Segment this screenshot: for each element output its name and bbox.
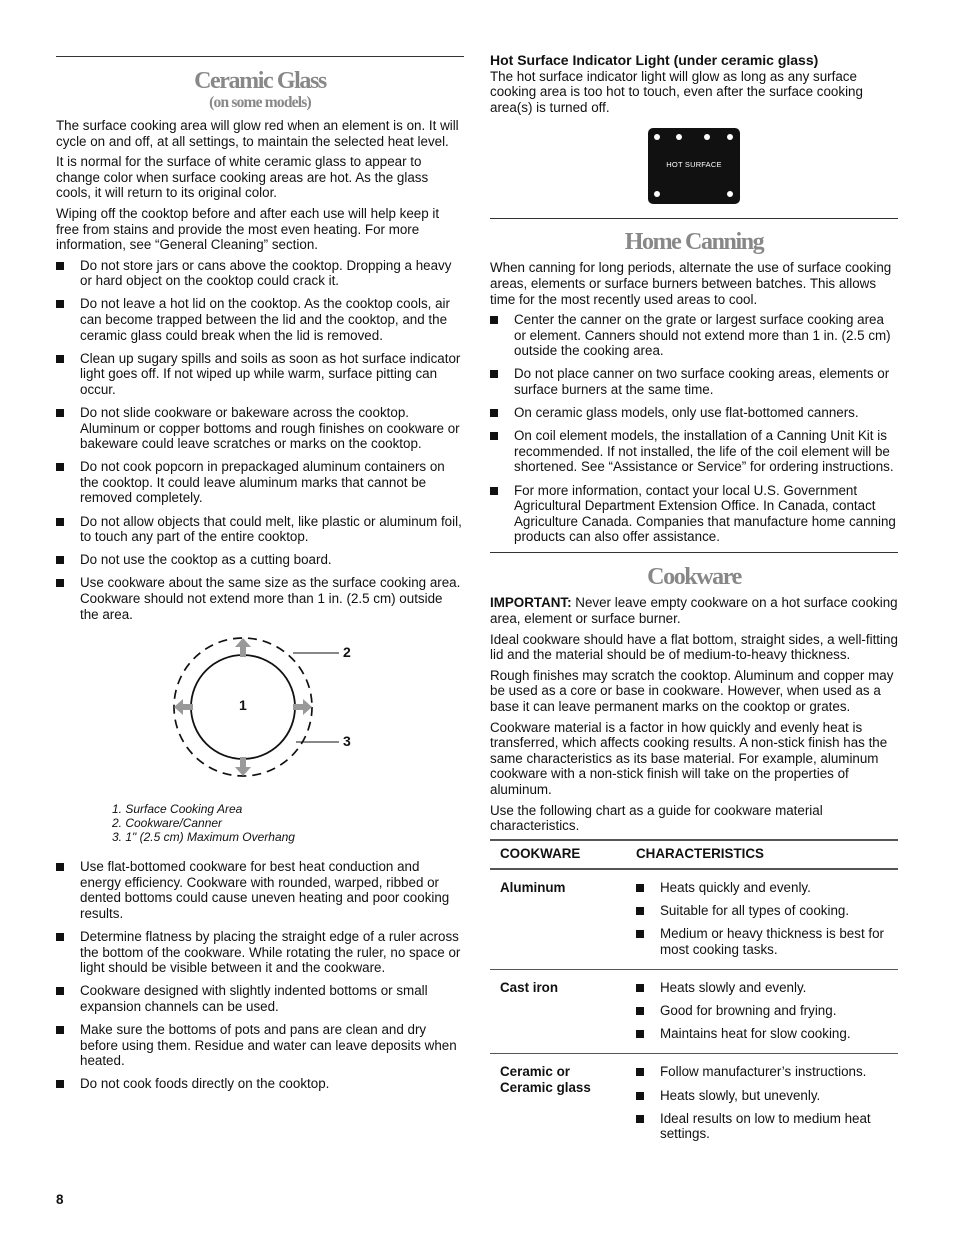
cookware-characteristics-table — [490, 839, 898, 1154]
list-item: Center the canner on the grate or largest surface cooking area or element. Canners should not extend more than 1 in. (2.5 cm) outside the cooking area. — [490, 312, 898, 359]
list-item: Heats quickly and evenly. — [636, 880, 888, 896]
hot-surface-paragraph: The hot surface indicator light will glow as long as any surface cooking area is too hot to touch, even after the surface cooking area(s) is turned off. — [490, 68, 863, 115]
list-item: Do not allow objects that could melt, like plastic or aluminum foil, to touch any part of the entire cooktop. — [56, 514, 464, 545]
hot-surface-label: HOT SURFACE — [666, 160, 722, 170]
table-header-row — [490, 840, 898, 870]
cookware-material: Cast iron — [500, 980, 559, 996]
home-canning-title: Home Canning — [624, 229, 764, 256]
cookware-characteristics — [626, 970, 898, 1054]
cookware-characteristics — [626, 1054, 898, 1153]
table-header-cell: COOKWARE — [500, 845, 581, 861]
cookware-important-note — [490, 595, 898, 626]
list-item: Medium or heavy thickness is best for most cooking tasks. — [636, 926, 888, 957]
list-item: Heats slowly, but unevenly. — [636, 1088, 888, 1104]
section-divider — [490, 552, 898, 553]
table-row — [490, 869, 898, 969]
ceramic-glass-bullet-list — [56, 258, 464, 622]
home-canning-intro: When canning for long periods, alternate the use of surface cooking areas, elements or surface burners between batches. This allows time for the most recently used areas to cool. — [490, 260, 892, 307]
indicator-dot-icon — [654, 134, 660, 140]
hot-surface-indicator-figure — [490, 128, 898, 204]
list-item: Suitable for all types of cooking. — [636, 903, 888, 919]
list-item: Use flat-bottomed cookware for best heat conduction and energy efficiency. Cookware with rounded, warped, ribbed or dented bottoms could cause uneven heating and poor cooking results. — [56, 859, 464, 921]
list-item: Ideal results on low to medium heat settings. — [636, 1111, 888, 1142]
list-item: Do not slide cookware or bakeware across the cooktop. Aluminum or copper bottoms and rough finishes on cookware or bakeware could leave scratches or marks on the cooktop. — [56, 405, 464, 452]
indicator-dot-icon — [704, 134, 710, 140]
list-item: On ceramic glass models, only use flat-bottomed canners. — [490, 405, 898, 421]
callout-3: 3 — [343, 733, 351, 750]
table-row — [490, 1054, 898, 1153]
list-item: Follow manufacturer’s instructions. — [636, 1064, 888, 1080]
indicator-dot-icon — [676, 134, 682, 140]
list-item: Do not store jars or cans above the cooktop. Dropping a heavy or hard object on the cooktop could crack it. — [56, 258, 464, 289]
figure-caption: 1. Surface Cooking Area — [112, 802, 243, 817]
list-item: Do not place canner on two surface cooking areas, elements or surface burners at the same time. — [490, 366, 898, 397]
list-item: Good for browning and frying. — [636, 1003, 888, 1019]
left-column — [56, 0, 464, 1099]
important-text: Never leave empty cookware on a hot surface cooking area, element or surface burner. — [490, 595, 898, 626]
hot-surface-indicator — [648, 128, 740, 204]
callout-2: 2 — [343, 644, 351, 661]
figure-captions — [112, 802, 464, 844]
cookware-characteristics — [626, 869, 898, 969]
cookware-material: Aluminum — [500, 880, 566, 896]
list-item: Do not leave a hot lid on the cooktop. As the cooktop cools, air can become trapped between the lid and the cooktop, and the ceramic glass could break when the lid is removed. — [56, 296, 464, 343]
right-column — [490, 0, 898, 1153]
list-item: Cookware designed with slightly indented bottoms or small expansion channels can be used. — [56, 983, 464, 1014]
ceramic-glass-paragraph: The surface cooking area will glow red when an element is on. It will cycle on and off, at all settings, to maintain the selected heat level. — [56, 118, 459, 149]
ceramic-glass-paragraph: It is normal for the surface of white ceramic glass to appear to change color when surface cooking areas are hot. As the glass cools, it will return to its original color. — [56, 154, 429, 201]
cookware-tips-bullet-list — [56, 859, 464, 1092]
list-item: On coil element models, the installation of a Canning Unit Kit is recommended. If not installed, the life of the coil element will be shortened. See “Assistance or Service” for ordering instructions. — [490, 428, 898, 475]
cookware-paragraph: Rough finishes may scratch the cooktop. Aluminum and copper may be used as a core or base in cookware. However, when used as a base it can leave permanent marks on the cooktop or grates. — [490, 667, 894, 714]
table-row — [490, 970, 898, 1054]
figure-caption: 3. 1" (2.5 cm) Maximum Overhang — [112, 830, 295, 845]
page-number: 8 — [56, 1192, 64, 1207]
list-item: Use cookware about the same size as the surface cooking area. Cookware should not extend more than 1 in. (2.5 cm) outside the area. — [56, 575, 464, 622]
callout-1: 1 — [239, 697, 247, 714]
ceramic-glass-paragraph: Wiping off the cooktop before and after each use will help keep it free from stains and provide the most even heating. For more information, see “General Cleaning” section. — [56, 205, 440, 253]
cookware-paragraph: Cookware material is a factor in how quickly and evenly heat is transferred, which affects cooking results. A non-stick finish has the same characteristics as its base material. For example, aluminum cookware with a non-stick finish will take on the properties of aluminum. — [490, 719, 888, 797]
list-item: Make sure the bottoms of pots and pans are clean and dry before using them. Residue and water can leave deposits when heated. — [56, 1022, 464, 1069]
indicator-dot-icon — [727, 191, 733, 197]
list-item: Do not cook popcorn in prepackaged aluminum containers on the cooktop. It could leave aluminum marks that cannot be removed completely. — [56, 459, 464, 506]
ceramic-glass-subtitle: (on some models) — [209, 94, 311, 111]
list-item: Do not cook foods directly on the cooktop. — [56, 1076, 464, 1092]
figure-caption: 2. Cookware/Canner — [112, 816, 223, 831]
important-label: IMPORTANT: — [490, 595, 572, 611]
list-item: Determine flatness by placing the straight edge of a ruler across the bottom of the cookware. While rotating the ruler, no space or light should be visible between it and the cookware. — [56, 929, 464, 976]
cookware-title: Cookware — [647, 564, 741, 591]
list-item: Maintains heat for slow cooking. — [636, 1026, 888, 1042]
indicator-dot-icon — [654, 191, 660, 197]
cookware-material: Ceramic or Ceramic glass — [500, 1064, 591, 1096]
cookware-paragraph: Ideal cookware should have a flat bottom, straight sides, a well-fitting lid and the material should be of medium-to-heavy thickness. — [490, 631, 898, 663]
hot-surface-heading: Hot Surface Indicator Light (under ceramic glass) — [490, 52, 819, 68]
section-divider — [490, 218, 898, 219]
list-item: Heats slowly and evenly. — [636, 980, 888, 996]
indicator-dot-icon — [727, 134, 733, 140]
table-header-cell: CHARACTERISTICS — [636, 845, 764, 861]
cookware-paragraph: Use the following chart as a guide for cookware material characteristics. — [490, 802, 823, 834]
section-divider — [56, 56, 464, 57]
list-item: Clean up sugary spills and soils as soon as hot surface indicator light goes off. If not wiped up while warm, surface pitting can occur. — [56, 351, 464, 398]
cookware-overhang-diagram — [56, 636, 464, 796]
home-canning-bullet-list — [490, 312, 898, 545]
cookware-overhang-figure — [56, 636, 464, 796]
list-item: For more information, contact your local U.S. Government Agricultural Department Extension Office. In Canada, contact Agriculture Canada. Companies that manufacture home canning products can also offer assistance. — [490, 483, 898, 545]
ceramic-glass-title: Ceramic Glass — [194, 68, 326, 94]
list-item: Do not use the cooktop as a cutting board. — [56, 552, 464, 568]
